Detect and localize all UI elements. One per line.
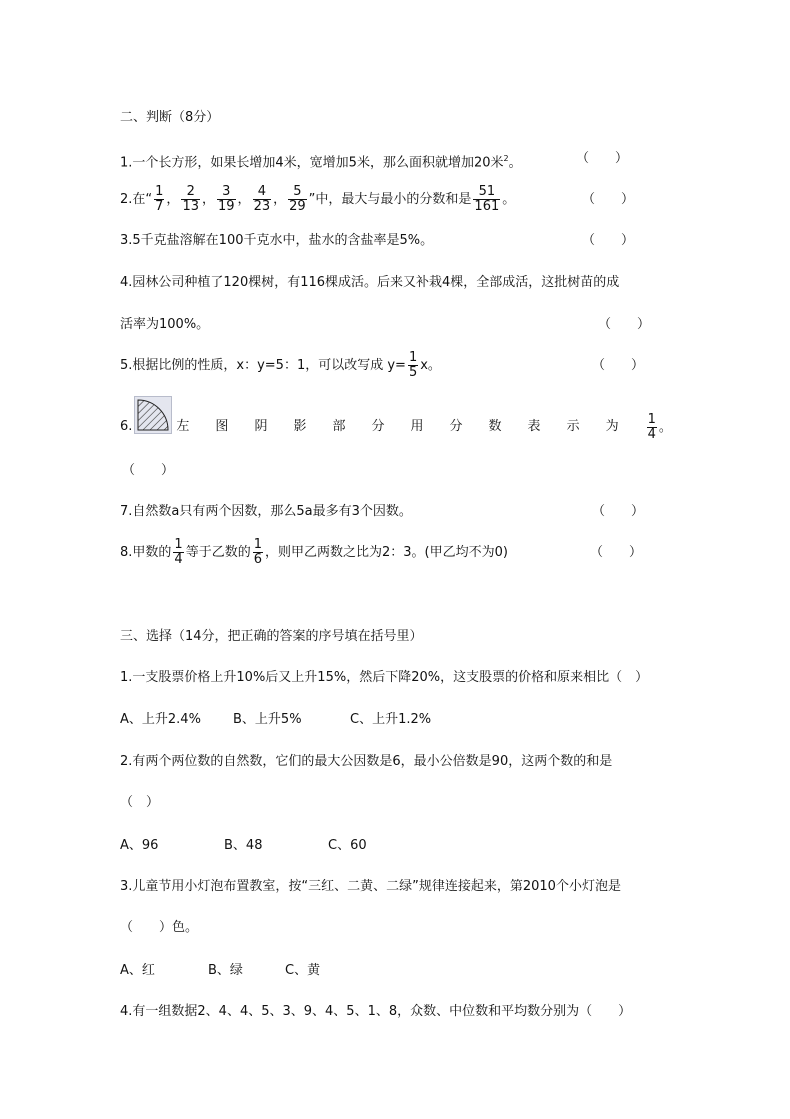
option-c[interactable]: C、黄: [285, 963, 321, 978]
option-a[interactable]: A、96: [120, 838, 159, 853]
answer-paren-4[interactable]: （ ）: [598, 317, 651, 332]
option-a[interactable]: A、红: [120, 963, 155, 978]
choice-q2-options: [120, 836, 367, 856]
fraction-result: $\frac{51}{161}$: [474, 184, 500, 214]
judge-item-3: 3.5千克盐溶解在100千克水中，盐水的含盐率是5%。: [120, 233, 434, 248]
char: 表: [527, 419, 541, 434]
item-mid: 等于乙数的: [185, 545, 251, 560]
choice-q4: 4.有一组数据2、4、4、5、3、9、4、5、1、8，众数、中位数和平均数分别为（ ）: [120, 1004, 632, 1019]
choice-q3-cont: （ ）色。: [120, 920, 199, 935]
option-b[interactable]: B、绿: [208, 963, 243, 978]
fraction: $\frac{1}{7}$: [155, 184, 164, 214]
judge-item-7: 7.自然数a只有两个因数，那么5a最多有3个因数。: [120, 504, 412, 519]
fraction: $\frac{1}{4}$: [174, 537, 183, 567]
item-prefix: 2.在“: [120, 192, 153, 207]
choice-q1: 1.一支股票价格上升10%后又上升15%，然后下降20%，这支股票的价格和原来相比（ ）: [120, 670, 649, 685]
judge-item-6: [120, 402, 672, 452]
char: 影: [293, 419, 307, 434]
answer-paren-3[interactable]: （ ）: [582, 233, 635, 248]
section-title-choice: 三、选择（14分，把正确的答案的序号填在括号里）: [120, 629, 423, 644]
fraction: $\frac{5}{29}$: [289, 184, 306, 214]
option-b[interactable]: B、上升5%: [233, 712, 302, 727]
quarter-circle-shaded-icon: [134, 396, 172, 434]
answer-paren-5[interactable]: （ ）: [592, 358, 645, 373]
choice-q2-paren[interactable]: （ ）: [120, 795, 160, 810]
char: 阴: [254, 419, 268, 434]
answer-paren-2[interactable]: （ ）: [582, 192, 635, 207]
char: 图: [215, 419, 229, 434]
fraction: $\frac{1}{5}$: [408, 350, 418, 380]
option-b[interactable]: B、48: [224, 838, 263, 853]
answer-paren-1[interactable]: （ ）: [576, 151, 629, 166]
item-6-tail: $\frac{1}{4}$ 。: [647, 411, 672, 442]
judge-item-8: [120, 535, 508, 571]
fraction: $\frac{1}{6}$: [253, 537, 262, 567]
judge-item-5: [120, 348, 441, 384]
item-end: x。: [420, 358, 441, 373]
option-a[interactable]: A、上升2.4%: [120, 712, 201, 727]
fraction: $\frac{1}{4}$: [647, 411, 656, 442]
fraction: $\frac{4}{23}$: [253, 184, 271, 214]
option-c[interactable]: C、上升1.2%: [350, 712, 432, 727]
fraction: $\frac{2}{13}$: [182, 184, 199, 214]
judge-item-1: [120, 149, 522, 173]
char: 部: [332, 419, 346, 434]
judge-item-4-cont: 活率为100%。: [120, 317, 210, 332]
choice-q1-options: [120, 710, 431, 730]
char: 为: [605, 419, 619, 434]
choice-q3-options: [120, 961, 320, 981]
item-end: 。: [502, 192, 516, 207]
superscript: 2: [503, 154, 509, 163]
char: 左: [176, 419, 190, 434]
item-end: 。: [508, 155, 522, 171]
item-prefix: 5.根据比例的性质，x：y=5：1，可以改写成 y=: [120, 358, 406, 373]
answer-paren-8[interactable]: （ ）: [590, 545, 643, 560]
item-end: ，则甲乙两数之比为2：3。(甲乙均不为0): [264, 545, 508, 560]
answer-paren-6[interactable]: （ ）: [122, 463, 175, 478]
answer-paren-7[interactable]: （ ）: [592, 504, 645, 519]
char: 示: [566, 419, 580, 434]
judge-item-4: 4.园林公司种植了120棵树，有116棵成活。后来又补栽4棵，全部成活，这批树苗的成: [120, 275, 620, 290]
fraction: $\frac{3}{19}$: [218, 184, 235, 214]
char: 分: [449, 419, 463, 434]
item-mid: ”中，最大与最小的分数和是: [308, 192, 472, 207]
option-c[interactable]: C、60: [328, 838, 367, 853]
char: 数: [488, 419, 502, 434]
judge-item-2: 2.在“ $\frac{1}{7}$ ， $\frac{2}{13}$ ， $\frac{3}{19}$ ， $\frac{4}{23}$ ， $\frac{5}{29}$ ”中，最大与最小的分数和是 $\frac{51}{161}$ 。: [120, 184, 516, 214]
char: 用: [410, 419, 424, 434]
item-prefix: 8.甲数的: [120, 545, 172, 560]
choice-q3: 3.儿童节用小灯泡布置教室，按“三红、二黄、二绿”规律连接起来，第2010个小灯泡是: [120, 879, 621, 894]
item-number: 6.: [120, 419, 133, 434]
char: 分: [371, 419, 385, 434]
item-text: 1.一个长方形，如果长增加4米，宽增加5米，那么面积就增加20米: [120, 155, 504, 171]
item-6-head: [120, 408, 189, 446]
section-title-judge: 二、判断（8分）: [120, 110, 220, 125]
choice-q2: 2.有两个两位数的自然数，它们的最大公因数是6，最小公倍数是90，这两个数的和是: [120, 754, 613, 769]
